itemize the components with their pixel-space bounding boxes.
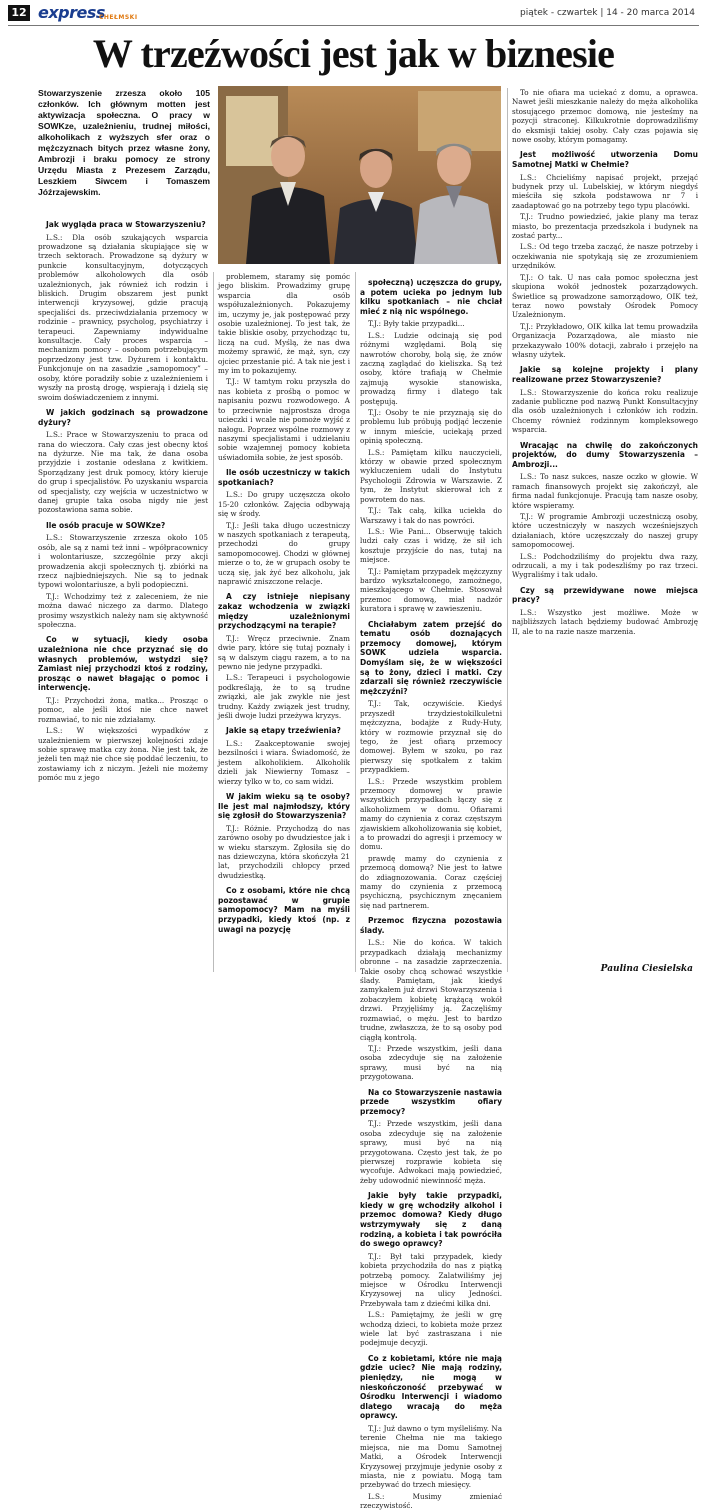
interview-answer: T.J.: Przede wszystkim, jeśli dana osoba zdecyduje się na założenie sprawy, musi być na nią przygotowana. Często jest tak, że po pierwszej rozprawie kobieta się wycofuje. Adwokaci mają powiedzieć, żeby udowodnić niewinność męża. (360, 1119, 502, 1185)
interview-question: Na co Stowarzyszenie nastawia przede wszystkim ofiary przemocy? (360, 1087, 502, 1116)
page-header (0, 0, 707, 26)
column-divider (213, 272, 214, 972)
interview-question: Jakie były takie przypadki, kiedy w grę wchodziły alkohol i przemoc domowa? Kiedy długo wstrzymywały się z daną rodziną, a kobieta i tak powróciła do swego oprawcy? (360, 1191, 502, 1249)
interview-answer: T.J.: Były takie przypadki... (368, 319, 465, 329)
text-column-3 (360, 272, 502, 1511)
interview-question: Jest możliwość utworzenia Domu Samotnej Matki w Chełmie? (512, 150, 698, 170)
interview-question: Co w sytuacji, kiedy osoba uzależniona nie chce przyznać się do własnych problemów, wstydzi się? Zamiast niej przychodzi ktoś z rodziny, prosząc o nawet błagając o pomoc i interwencję. (38, 635, 208, 693)
interview-answer: L.S.: Pamiętajmy, że jeśli w grę wchodzą dzieci, to kobieta może przez wiele lat być zastraszana i nie podejmuje decyzji. (360, 1310, 502, 1348)
interview-answer: L.S.: Nie do końca. W takich przypadkach działają mechanizmy obronne – na zasadzie zaprzeczenia. Takie osoby chcą schować wszystkie ślady. Pamiętam, jak kiedyś zamykałem już drzwi Stowarzyszenia i zobaczyłem kobietę krążącą wokół drzwi. Przyjęliśmy ją. Zaczęliśmy rozmawiać, o mężu. Jest to bardzo trudne, zwłaszcza, że to są osoby pod ciągłą kontrolą. (360, 938, 502, 1042)
publication-logo: express (38, 3, 105, 22)
interview-answer: L.S.: Dla osób szukających wsparcia prowadzone są działania skupiające się w trzech sektorach. Prowadzone są dyżury w punkcie konsultacyjnym, dotyczących problemów alkoholowych dla osób uzależnionych, jak również ich rodzin i bliskich. Drugim obszarem jest punkt interwencji kryzysowej, gdzie pracują specjaliści ds. przeciwdziałania przemocy w rodzinie – prawnicy, psycholog, psychiatrzy i terapeuci. Zapewniamy indywidualne konsultacje. Cały proces wsparcia – mechanizm pomocy – osobom potrzebującym poprzedzony jest tzw. Dyżurem i kontaktu. Funkcjonuje on na zasadzie „samopomocy” – osoby, które poradziły sobie z uzależnieniem i wyszły na prostą drogę, wspierają i dzielą się swoim doświadczeniem z innymi. (38, 232, 208, 402)
interview-answer: T.J.: Tak całą, kilka uciekła do Warszawy i tak do nas powróci. (360, 506, 502, 525)
interview-answer: To nie ofiara ma uciekać z domu, a oprawca. Nawet jeśli mieszkanie należy do męża alkoholika stosującego przemoc domową, nie jesteśmy na pozycji straconej. Kilkukrotnie doprowadziliśmy do eksmisji takiej osoby. Cały czas pojawia się nowe osoby, którym pomagamy. (512, 88, 698, 145)
interview-answer: T.J.: W programie Ambrozji uczestniczą osoby, które uczestniczyły w naszych wcześniejszych działaniach, które uczęszczały do naszej grupy samopomocowej. (512, 511, 698, 550)
interview-answer: L.S.: Terapeuci i psychologowie podkreślają, że to są trudne związki, ale jak zwykle nie jest trudny. Każdy związek jest trudny, jeśli dwoje ludzi przeżywa kryzys. (218, 673, 350, 720)
interview-answer: L.S.: Wie Pani... Obserwuję takich ludzi cały czas i widzę, że sił ich kosztuje przyjście do nas, tutaj na miejsce. (360, 526, 502, 565)
interview-question: Jakie są kolejne projekty i plany realizowane przez Stowarzyszenie? (512, 365, 698, 384)
interview-answer: L.S.: Zaakceptowanie swojej bezsilności i wiara. Świadomość, że jestem alkoholikiem. Alkoholik dzieli jak Niewierny Tomasz – wierzy tylko w to, co sam widzi. (218, 739, 350, 786)
interview-answer: L.S.: Pamiętam kilku nauczycieli, którzy w obawie przed społecznym wykluczeniem udali do Instytutu Psychologii Zdrowia w Warszawie. Z tym, że Instytut skierował ich z powrotem do nas. (360, 447, 502, 504)
interview-question: Jakie są etapy trzeźwienia? (226, 726, 341, 736)
interview-answer: T.J.: Różnie. Przychodzą do nas zarówno osoby po dwudziestce jak i w wieku starszym. Zgłosiła się do nas dziewczyna, która skończyła 21 lat, przychodzili chłopcy przed dwudziestką. (218, 823, 350, 880)
interview-answer: T.J.: Był taki przypadek, kiedy kobieta przychodziła do nas z piątką potrzebą pomocy. Zalatwiliśmy jej miejsce w Ośrodku Interwencji Kryzysowej na ulicy Jedności. Przebywała tam z dziećmi kilka dni. (360, 1251, 502, 1308)
interview-answer: L.S.: Prace w Stowarzyszeniu to praca od rana do wieczora. Cały czas jest obecny ktoś na dyżurze. Nie ma tak, że dana osoba przyjdzie i zostanie odesłana z kwitkiem. Sporządzany jest druk pomocy, który kieruje do grup i specjalistów. Po uzyskaniu wsparcia od specjalisty, czy wejścia w uczestnictwo w danej grupie taka osoba nigdy nie jest pozostawiona sama sobie. (38, 430, 208, 515)
photo-three-men (218, 86, 501, 264)
author-byline: Paulina Ciesielska (600, 964, 693, 974)
interview-answer: T.J.: Osoby te nie przyznają się do problemu lub próbują podjąć leczenie w innym mieście, uciekają przed opinią społeczną. (360, 408, 502, 446)
interview-answer: T.J.: Tak, oczywiście. Kiedyś przyszedł trzydziestokilkuletni mężczyzna, bodajże z Rudy-Huty, który w rozmowie przyznał się do tego, że jest ofiarą przemocy domowej. Byłem w szoku, po raz pierwszy się spotkałem z takim przypadkiem. (360, 699, 502, 775)
interview-question: Co z kobietami, które nie mają gdzie uciec? Nie mają rodziny, pieniędzy, nie mogą w nieskończoność przebywać w Ośrodku Interwencji i wiadomo dlatego wracają do męża oprawcy. (360, 1353, 502, 1421)
article-headline: W trzeźwości jest jak w biznesie (92, 31, 615, 76)
text-column-2 (218, 272, 350, 970)
article-lead: Stowarzyszenie zrzesza około 105 członków. Ich głównym motten jest aktywizacja społeczna. O pracy w SOWKze, uzależnieniu, trudnej miłości, alkoholikach z wyższych sfer oraz o mężczyznach bitych przez własne żony, Ambrozji i braku pomocy ze strony Urzędu Miasta z Prezesem Zarządu, Leszkiem Siwcem i Tomaszem Jóźrzajewskim. (38, 88, 210, 197)
interview-question: Ile osób pracuje w SOWKze? (46, 520, 166, 530)
interview-question: Czy są przewidywane nowe miejsca pracy? (512, 585, 698, 605)
interview-answer: L.S.: To nasz sukces, nasze oczko w głowie. W ramach finansowych projekt się zakończył, ale firma nadal funkcjonuje. Pracują tam nasze osoby, które wspieramy. (512, 472, 698, 510)
interview-answer: T.J.: Wchodzimy też z zaleceniem, że nie można dawać niczego za darmo. Dlatego prosimy wszystkich należy nam się aktywność społeczna. (38, 591, 208, 629)
interview-question: W jakich godzinach są prowadzone dyżury? (38, 407, 208, 427)
page-number: 12 (8, 5, 30, 21)
interview-answer: T.J.: Już dawno o tym myśleliśmy. Na terenie Chełma nie ma takiego miejsca, nie ma Domu Samotnej Matki, a Ośrodek Interwencji Kryzysowej przyjmuje jedynie osoby z miasta, nie z powiatu. Mogą tam przebywać do trzech miesięcy. (360, 1423, 502, 1490)
interview-answer: L.S.: Podchodziliśmy do projektu dwa razy, odrzucali, a my i tak podeszliśmy po raz trzeci. Wygraliśmy i tak udało. (512, 551, 698, 580)
interview-answer: T.J.: O tak. U nas cała pomoc społeczna jest skupiona wokół jednostek pozarządowych. Świetlice są prowadzone samorządowo, OIK też, teraz nowo powstały Ośrodek Pomocy Uzależnionym. (512, 272, 698, 320)
text-column-1 (38, 214, 208, 970)
interview-answer: T.J.: W tamtym roku przyszła do nas kobieta z prośbą o pomoc w napisaniu pozwu rozwodowego. A to przeciwnie najprostsza droga ucieczki i wcale nie pomoże wyjść z nałogu. Poprzez wspólne rozmowy z naszymi specjalistami i udzielaniu sobie wzajemnej pomocy kobieta uświadomiła sobie, że jest sposób. (218, 377, 350, 462)
interview-answer: problemem, staramy się pomóc jego bliskim. Prowadzimy grupę wsparcia dla osób współuzależnionych. Pokazujemy im, uczymy je, jak postępować przy osobie uzależnionej. To jest tak, że takie bliskie osoby, przychodząc tu, liczą na cud. Myślą, że nas dwa możemy sprawić, że mąż, syn, czy ojciec przestanie pić. A tak nie jest i my im to pokazujemy. (218, 272, 350, 376)
interview-answer: L.S.: Ludzie odcinają się pod różnymi względami. Bolą się nawrotów choroby, bolą się, że znów zaczną zaglądać do kieliszka. Są też osoby, które trafiają w Chełmie zajmują wysokie stanowiska, prowadzą firmy i dlatego tak postępują. (360, 330, 502, 406)
interview-question: Co z osobami, które nie chcą pozostawać w grupie samopomocy? Mam na myśli przypadki, kiedy ktoś (np. z uwagi na pozycję (218, 886, 350, 934)
interview-answer: L.S.: Przede wszystkim problem przemocy domowej w prawie wszystkich przypadkach łączy się z alkoholizmem w domu. Ofiarami mamy do czynienia z coraz częstszym zjawiskiem alkoholizowania się kobiet, a to prowadzi do agresji i przemocy w domu. (360, 776, 502, 852)
interview-answer: T.J.: Przede wszystkim, jeśli dana osoba zdecyduje się na założenie sprawy, musi być na nią przygotowana. (360, 1043, 502, 1082)
interview-answer: L.S.: W większości wypadków z uzależnieniem w pierwszej kolejności zdaje sobie sprawę matka czy żona. Nie jest tak, że jeżeli ten mąż nie chce się poddać leczeniu, to zostawiamy ich z niczym. Jeżeli nie możemy pomóc mu z jego (38, 726, 208, 783)
interview-answer: L.S.: Musimy zmieniać rzeczywistość. (360, 1491, 502, 1511)
interview-answer: T.J.: Jeśli taka długo uczestniczy w naszych spotkaniach z terapeutą, przechodzi do grupy samopomocowej. Chodzi w głównej mierze o to, że w grupach osoby te uczą się, jak żyć bez alkoholu, jak naprawić zniszczone relacje. (218, 520, 350, 586)
interview-answer: T.J.: Trudno powiedzieć, jakie plany ma teraz miasto, bo prezentacja przedszkola i budynek na zostać party... (512, 212, 698, 241)
issue-dateline: piątek - czwartek | 14 - 20 marca 2014 (519, 8, 695, 18)
interview-answer: T.J.: Wręcz przeciwnie. Znam dwie pary, które się tutaj poznały i są w dalszym ciągu razem, a to na pewno nie jedyne przypadki. (218, 633, 350, 671)
interview-question: Przemoc fizyczna pozostawia ślady. (360, 916, 502, 935)
header-rule (8, 25, 699, 26)
interview-answer: prawdę mamy do czynienia z przemocą domową? Nie jest to łatwe do zdiagnozowania. Coraz częściej mamy do czynienia z przemocą psychiczną, psychicznym znęcaniem się nad partnerem. (360, 853, 502, 910)
interview-question: W jakim wieku są te osoby? Ile jest mal najmłodszy, który się zgłosił do Stowarzyszenia? (218, 792, 350, 821)
interview-question: Wracając na chwilę do zakończonych projektów, do dumy Stowarzyszenia – Ambrozji... (512, 440, 698, 469)
interview-answer: T.J.: Pamiętam przypadek mężczyzny bardzo wykształconego, zamożnego, mieszkającego w Chełmie. Stosował przemoc domową, miał nadzór kuratora i sprawę w zawieszeniu. (360, 566, 502, 614)
column-divider (507, 88, 508, 972)
interview-question: społeczną) uczęszcza do grupy, a potem ucieka po jednym lub kilku spotkaniach – nie chciał mieć z nią nic wspólnego. (360, 278, 502, 316)
interview-answer: L.S.: Do grupy uczęszcza około 15-20 członków. Zajęcia odbywają się w środy. (218, 490, 350, 519)
text-column-5 (512, 88, 698, 948)
interview-question: A czy istnieje niepisany zakaz wchodzenia w związki między uzależnionymi przychodzącymi na terapie? (218, 592, 350, 631)
column-divider (355, 272, 356, 972)
interview-answer: L.S.: Od tego trzeba zacząć, że nasze potrzeby i oczekiwania nie spotykają się ze zrozumieniem urzędników. (512, 242, 698, 271)
interview-question: Ile osób uczestniczy w takich spotkaniach? (218, 468, 350, 487)
interview-answer: L.S.: Wszystko jest możliwe. Może w najbliższych latach będziemy budować Ambrozję II, ale to na razie nasze marzenia. (512, 608, 698, 636)
interview-question: Chciałabym zatem przejść do tematu osób doznających przemocy domowej, którym SOWK udziela wsparcia. Domyślam się, że w większości są to żony, dzieci i matki. Czy zdarzali się również rzeczywiście mężczyźni? (360, 619, 502, 696)
interview-answer: L.S.: Stowarzyszenie do końca roku realizuje zadanie publiczne pod nazwą Punkt Konsultacyjny dla osób uzależnionych i członków ich rodzin. Chcemy również rodzinnym kompleksowego wsparcia. (512, 387, 698, 435)
article-photo (218, 86, 501, 264)
interview-answer: T.J.: Przychodzi żona, matka... Prosząc o pomoc, ale jeśli ktoś nie chce nawet rozmawiać, to nic nie zdziałamy. (38, 695, 208, 724)
interview-answer: T.J.: Przykładowo, OIK kilka lat temu prowadziła Organizacja Pozarządowa, ale miasto nie przekazywało 100% dotacji, zabrało i przejęło na własny użytek. (512, 321, 698, 359)
publication-logo-sub: CHEŁMSKI (99, 14, 138, 21)
interview-answer: L.S.: Chcieliśmy napisać projekt, przejąć budynek przy ul. Lubelskiej, w którym niegdyś mieściła się szkoła podstawowa nr 7 i zaadaptować go na potrzeby tego typu placówki. (512, 172, 698, 210)
interview-question: Jak wygląda praca w Stowarzyszeniu? (46, 220, 206, 229)
interview-answer: L.S.: Stowarzyszenie zrzesza około 105 osób, ale są z nami też inni – wpółpracownicy i wolontariusze, szczególnie przy akcji prowadzenia akcji społecznych tj. zbiórki na rzecz najbiedniejszych. Nie są to jednak typowi wolontariusze, a byli podopieczni. (38, 533, 208, 590)
